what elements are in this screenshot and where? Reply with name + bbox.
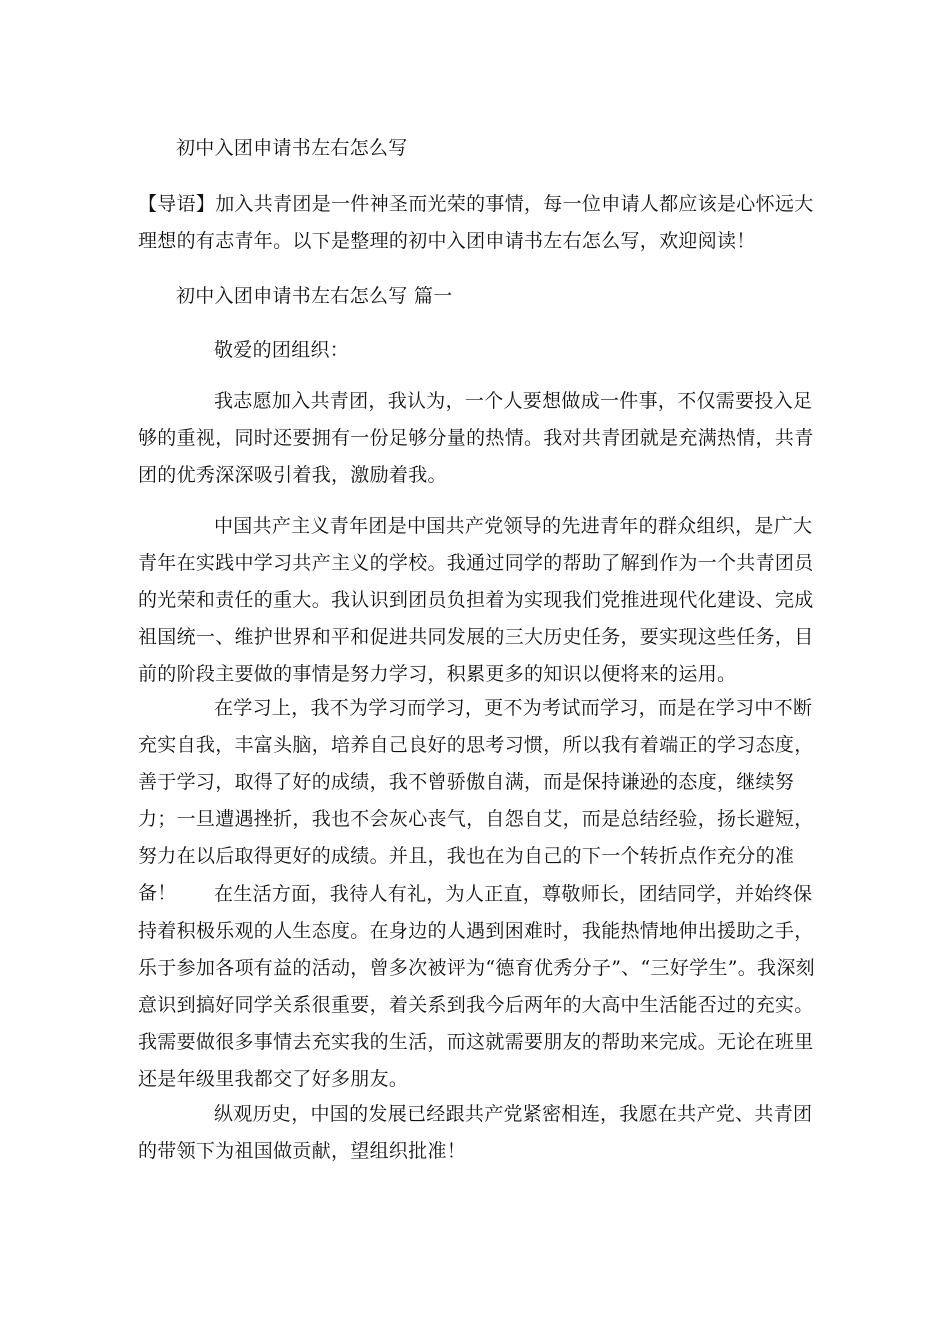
document-title: 初中入团申请书左右怎么写 — [176, 137, 408, 159]
body-paragraph: 在学习上，我不为学习而学习，更不为考试而学习，而是在学习中不断充实自我，丰富头脑，培养自己良好的思考习惯，所以我有着端正的学习态度，善于学习，取得了好的成绩，我不曾骄傲自满，而是保持谦逊的态度，继续努力；一旦遭遇挫折，我也不会灰心丧气，自怨自艾，而是总结经验，扬长避短，努力在以后取得更好的成绩。并且，我也在为自己的下一个转折点作充分的准备！ — [138, 697, 814, 904]
paragraph-block-5 — [138, 1096, 818, 1170]
paragraph-block-4 — [138, 876, 818, 1098]
body-paragraph: 在生活方面，我待人有礼，为人正直，尊敬师长，团结同学，并始终保持着积极乐观的人生态度。在身边的人遇到困难时，我能热情地伸出援助之手，乐于参加各项有益的活动，曾多次被评为“德育优秀分子”、“三好学生”。我深刻意识到搞好同学关系很重要，着关系到我今后两年的大高中生活能否过的充实。我需要做很多事情去充实我的生活，而这就需要朋友的帮助来完成。无论在班里还是年级里我都交了好多朋友。 — [138, 883, 815, 1090]
intro-paragraph: 【导语】加入共青团是一件神圣而光荣的事情，每一位申请人都应该是心怀远大理想的有志青年。以下是整理的初中入团申请书左右怎么写，欢迎阅读！ — [138, 193, 814, 252]
salutation: 敬爱的团组织： — [214, 339, 350, 361]
body-paragraph: 纵观历史，中国的发展已经跟共产党紧密相连，我愿在共产党、共青团的带领下为祖国做贡献，望组织批准！ — [138, 1103, 813, 1162]
body-paragraph: 中国共产主义青年团是中国共产党领导的先进青年的群众组织，是广大青年在实践中学习共产主义的学校。我通过同学的帮助了解到作为一个共青团员的光荣和责任的重大。我认识到团员负担着为实现我们党推进现代化建设、完成祖国统一、维护世界和平和促进共同发展的三大历史任务，要实现这些任务，目前的阶段主要做的事情是努力学习，积累更多的知识以便将来的运用。 — [138, 515, 814, 685]
body-paragraph: 我志愿加入共青团，我认为，一个人要想做成一件事，不仅需要投入足够的重视，同时还要拥有一份足够分量的热情。我对共青团就是充满热情，共青团的优秀深深吸引着我，激励着我。 — [138, 390, 814, 486]
intro-block — [138, 186, 818, 260]
section-title: 初中入团申请书左右怎么写 篇一 — [176, 285, 453, 307]
paragraph-block-2 — [138, 508, 818, 693]
paragraph-block-1 — [138, 383, 818, 494]
